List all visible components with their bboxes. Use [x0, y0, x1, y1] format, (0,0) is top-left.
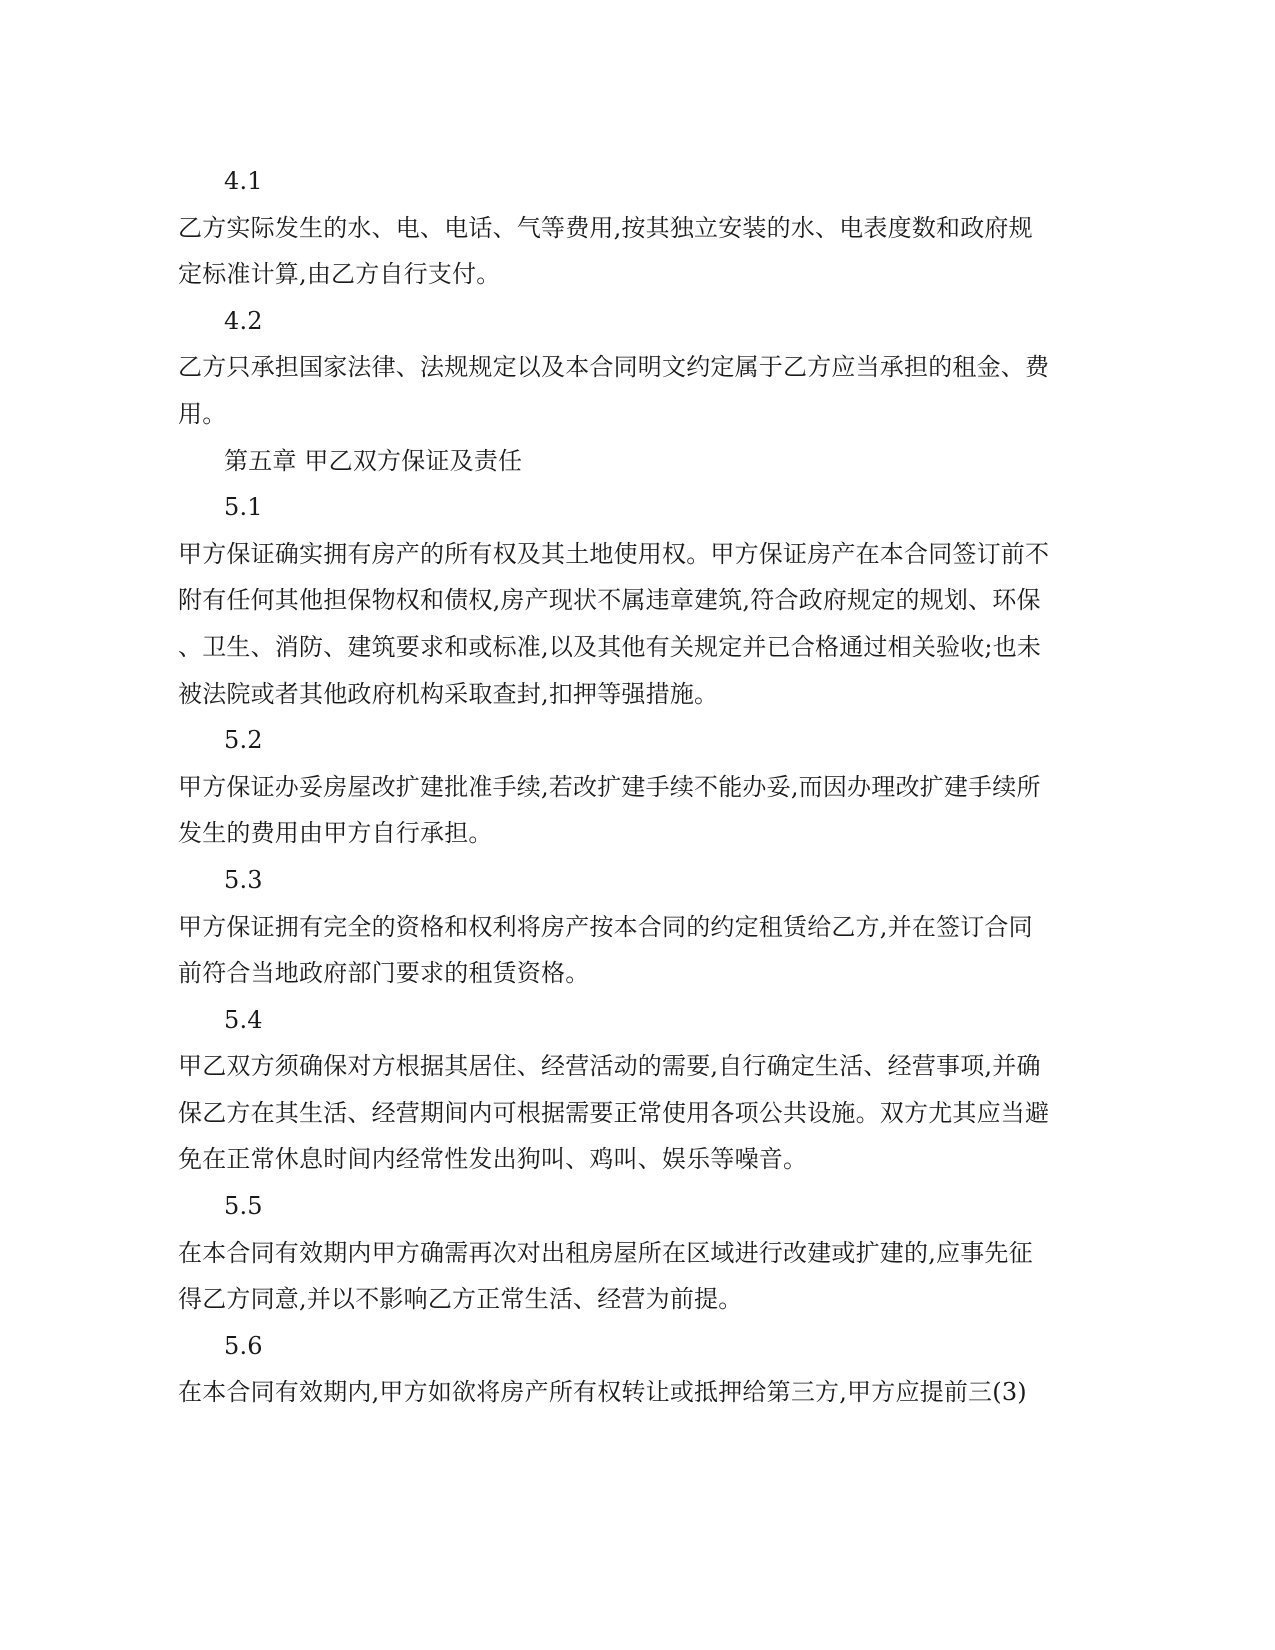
- clause-text-line: 附有任何其他担保物权和债权,房产现状不属违章建筑,符合政府规定的规划、环保: [178, 586, 1041, 615]
- clause-text-line: 、卫生、消防、建筑要求和或标准,以及其他有关规定并已合格通过相关验收;也未: [178, 632, 1042, 661]
- clause-number-5-6: 5.6: [224, 1331, 263, 1360]
- clause-number-5-4: 5.4: [224, 1005, 263, 1034]
- clause-number-5-5: 5.5: [224, 1192, 263, 1221]
- clause-number-4-1: 4.1: [224, 167, 263, 195]
- chapter-heading: 第五章 甲乙双方保证及责任: [224, 446, 523, 475]
- clause-number-4-2: 4.2: [224, 306, 263, 335]
- clause-text-line: 发生的费用由甲方自行承担。: [178, 819, 493, 848]
- clause-text-line: 甲方保证确实拥有房产的所有权及其土地使用权。甲方保证房产在本合同签订前不: [178, 539, 1050, 568]
- clause-text-line: 用。: [178, 399, 227, 428]
- clause-text-line: 得乙方同意,并以不影响乙方正常生活、经营为前提。: [178, 1285, 743, 1314]
- clause-text-line: 在本合同有效期内甲方确需再次对出租房屋所在区域进行改建或扩建的,应事先征: [178, 1238, 1033, 1267]
- clause-text-line: 保乙方在其生活、经营期间内可根据需要正常使用各项公共设施。双方尤其应当避: [178, 1098, 1050, 1127]
- clause-text-line: 在本合同有效期内,甲方如欲将房产所有权转让或抵押给第三方,甲方应提前三(3): [178, 1378, 1027, 1407]
- clause-text-line: 乙方实际发生的水、电、电话、气等费用,按其独立安装的水、电表度数和政府规: [178, 213, 1033, 242]
- contract-body: [178, 158, 1048, 1416]
- clause-text-line: 免在正常休息时间内经常性发出狗叫、鸡叫、娱乐等噪音。: [178, 1145, 808, 1174]
- clause-number-5-1: 5.1: [224, 493, 263, 522]
- clause-text-line: 甲方保证办妥房屋改扩建批准手续,若改扩建手续不能办妥,而因办理改扩建手续所: [178, 772, 1041, 801]
- clause-number-5-3: 5.3: [224, 865, 263, 894]
- clause-text-line: 前符合当地政府部门要求的租赁资格。: [178, 959, 590, 988]
- clause-text-line: 乙方只承担国家法律、法规规定以及本合同明文约定属于乙方应当承担的租金、费: [178, 353, 1050, 382]
- clause-text-line: 定标准计算,由乙方自行支付。: [178, 260, 501, 289]
- clause-text-line: 甲方保证拥有完全的资格和权利将房产按本合同的约定租赁给乙方,并在签订合同: [178, 912, 1033, 941]
- clause-text-line: 被法院或者其他政府机构采取查封,扣押等强措施。: [178, 679, 719, 708]
- clause-text-line: 甲乙双方须确保对方根据其居住、经营活动的需要,自行确定生活、经营事项,并确: [178, 1052, 1041, 1081]
- clause-number-5-2: 5.2: [224, 726, 263, 755]
